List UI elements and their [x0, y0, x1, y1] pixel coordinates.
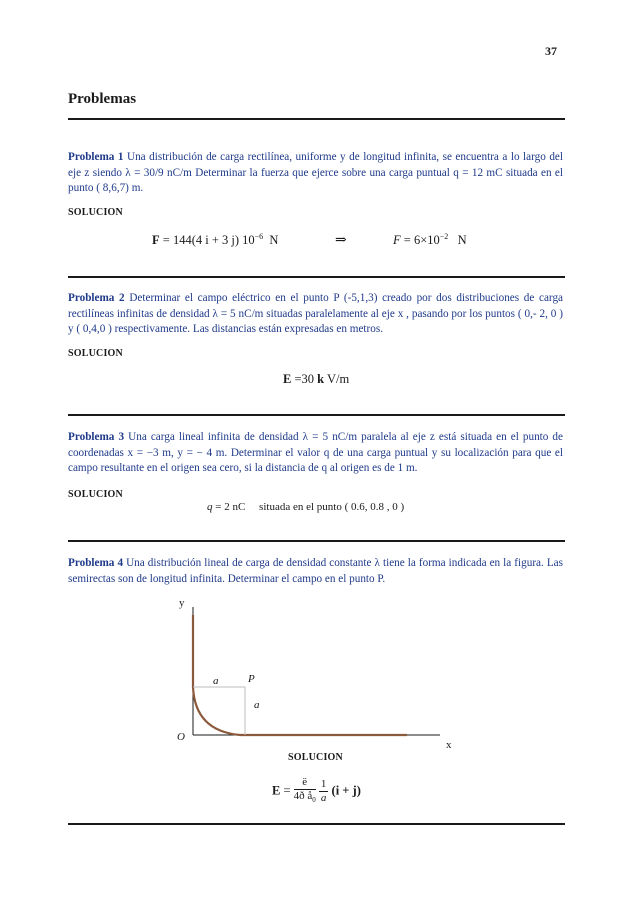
- field-symbol: E: [283, 372, 292, 386]
- problem-text: Una distribución de carga rectilínea, uniforme y de longitud infinita, se encuentra a lo largo del eje z siendo λ = 30/9 nC/m Determinar la fuerza que ejerce sobre una carga puntual q = 12 mC situada en el punto ( 8,6,7) m.: [68, 151, 563, 194]
- force-symbol: F: [152, 233, 160, 248]
- solution-equation-field: [283, 372, 349, 387]
- problem-1: [68, 150, 563, 197]
- distance-fraction: [319, 778, 329, 805]
- epsilon-subscript: 0: [312, 796, 316, 805]
- force-unit: N: [269, 233, 279, 248]
- problem-text: Una carga lineal infinita de densidad λ = 5 nC/m paralela al eje z está situada en el punto de coordenadas x = −3 m, y = − 4 m. Determinar el valor q de una carga puntual y su localización para que el campo resultante en el origen sea cero, si la distancia de q al origen es de 1 m.: [68, 431, 563, 474]
- fraction-denominator: a: [320, 792, 327, 805]
- solution-equation-charge: [207, 501, 404, 513]
- denominator-text: 4ð å: [293, 790, 313, 802]
- problem-text: Determinar el campo eléctrico en el punto P (-5,1,3) creado por dos distribuciones de carga rectilíneas infinitas de densidad λ = 5 nC/m situadas paralelamente al eje x , pasando por los puntos ( 0,- 2, 0 ) y ( 0,4,0 ) respectivamente. Las distancias están expresadas en metros.: [68, 292, 564, 335]
- divider: [68, 414, 565, 416]
- implies-arrow: ⇒: [335, 233, 347, 248]
- force-exponent: −6: [254, 232, 264, 241]
- charge-location: situada en el punto ( 0.6, 0.8 , 0 ): [259, 501, 405, 513]
- equals-sign: =: [283, 783, 291, 798]
- solution-equation-force-vector: [152, 232, 278, 248]
- field-unit: V/m: [327, 372, 350, 386]
- charge-value: = 2 nC: [215, 501, 246, 513]
- unit-vector-sum: (i + j): [331, 783, 361, 798]
- magnitude-rhs: = 6×10: [403, 233, 440, 248]
- y-axis-label: y: [179, 597, 185, 609]
- solution-label: SOLUCION: [68, 489, 123, 500]
- field-symbol: E: [272, 783, 281, 798]
- charge-distribution-figure: [170, 595, 460, 750]
- constant-fraction: [294, 776, 316, 807]
- magnitude-exponent: −2: [439, 232, 449, 241]
- problem-text: Una distribución lineal de carga de densidad constante λ tiene la forma indicada en la figura. Las semirectas son de longitud infinita. Determinar el campo en el punto P.: [68, 557, 563, 585]
- fraction-denominator: [294, 790, 316, 807]
- solution-equation-force-magnitude: [393, 232, 467, 248]
- solution-label: SOLUCION: [68, 348, 123, 359]
- problem-4: [68, 556, 563, 587]
- problem-label: Problema 4: [68, 557, 124, 569]
- k-unit-vector: k: [317, 372, 325, 386]
- problem-label: Problema 3: [68, 431, 125, 443]
- solution-label: SOLUCION: [288, 752, 343, 763]
- field-value: =30: [294, 372, 315, 386]
- problem-label: Problema 2: [68, 292, 125, 304]
- problem-label: Problema 1: [68, 151, 124, 163]
- problem-3: [68, 430, 563, 477]
- arc-charge-line: [193, 687, 240, 735]
- divider: [68, 823, 565, 825]
- divider: [68, 540, 565, 542]
- solution-equation-field-p: [272, 776, 361, 807]
- force-rhs: = 144(4 i + 3 j) 10: [162, 233, 255, 248]
- solution-label: SOLUCION: [68, 207, 123, 218]
- distance-label-a: a: [213, 675, 219, 687]
- origin-label: O: [177, 731, 185, 743]
- fraction-numerator: ë: [294, 776, 316, 790]
- magnitude-symbol: F: [393, 233, 401, 248]
- charge-symbol: q: [207, 501, 213, 513]
- x-axis-label: x: [446, 739, 452, 751]
- problem-2: [68, 291, 563, 338]
- section-title: Problemas: [68, 91, 137, 107]
- divider: [68, 276, 565, 278]
- magnitude-unit: N: [457, 233, 467, 248]
- page-number: 37: [545, 44, 557, 58]
- fraction-numerator: 1: [320, 778, 327, 791]
- point-p-label: P: [248, 673, 255, 685]
- distance-label-a: a: [254, 699, 260, 711]
- divider: [68, 118, 565, 120]
